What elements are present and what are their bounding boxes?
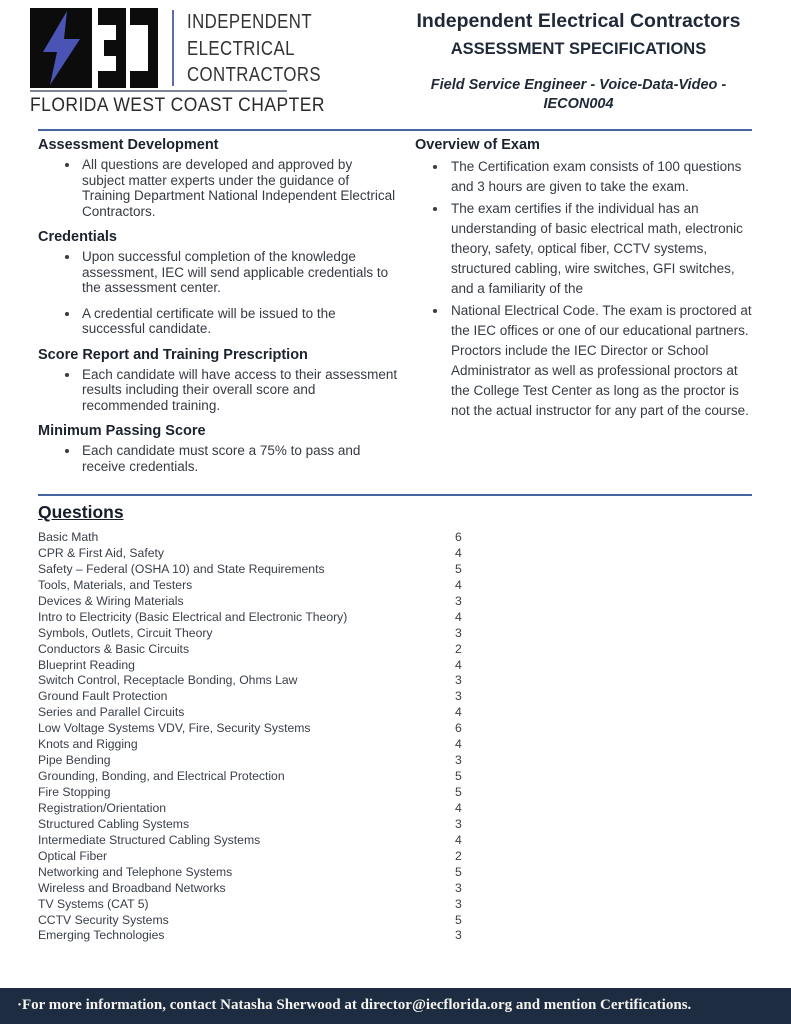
question-row	[38, 530, 757, 546]
org-name-line: CONTRACTORS	[187, 64, 322, 86]
left-column	[38, 137, 398, 484]
question-count: 4	[455, 737, 462, 752]
question-count: 6	[455, 721, 462, 736]
question-count: 4	[455, 577, 462, 592]
question-count: 4	[455, 657, 462, 672]
question-row	[38, 817, 757, 833]
question-row	[38, 833, 757, 849]
question-count: 4	[455, 832, 462, 847]
question-row	[38, 546, 757, 562]
org-name-line: INDEPENDENT	[187, 11, 313, 33]
question-topic: Networking and Telephone Systems	[38, 864, 233, 879]
question-row	[38, 769, 757, 785]
question-count: 3	[455, 928, 462, 943]
header-rule	[38, 129, 752, 131]
question-row	[38, 849, 757, 865]
question-row	[38, 610, 757, 626]
question-count: 3	[455, 689, 462, 704]
bullet-icon	[65, 255, 69, 259]
question-count: 5	[455, 561, 462, 576]
bullet-text: Each candidate must score a 75% to pass and receive credentials.	[82, 443, 361, 474]
questions-table	[38, 530, 757, 944]
question-row	[38, 721, 757, 737]
bullet-icon	[433, 309, 437, 313]
bullet-text: Each candidate will have access to their assessment results including their overall score and recommended training.	[82, 366, 398, 413]
bullet-icon	[65, 312, 69, 316]
chapter-divider	[30, 90, 287, 92]
question-row	[38, 594, 757, 610]
bullet-list	[38, 443, 398, 474]
question-count: 4	[455, 705, 462, 720]
bullet-item	[38, 443, 398, 474]
question-topic: Optical Fiber	[38, 848, 108, 863]
bullet-text: All questions are developed and approved by subject matter experts under the guidance of Training Department National Independent Electrical Contractors.	[82, 157, 396, 219]
bullet-text: A credential certificate will be issued to the successful candidate.	[82, 305, 336, 336]
bullet-text: National Electrical Code. The exam is proctored at the IEC offices or one of our educational partners. Proctors include the IEC Director or School Administrator as well as professional proctors at the College Test Center as long as the proctor is not the actual instructor for any part of the course.	[451, 303, 752, 418]
question-row	[38, 658, 757, 674]
iec-logo-mark	[30, 8, 158, 88]
bullet-text: The Certification exam consists of 100 questions and 3 hours are given to take the exam.	[451, 159, 742, 194]
bullet-icon	[433, 207, 437, 211]
question-count: 2	[455, 848, 462, 863]
section-heading: Credentials	[38, 229, 117, 245]
question-topic: Basic Math	[38, 530, 99, 544]
footer-bar	[0, 988, 791, 1024]
bullet-list	[415, 157, 757, 421]
question-topic: Devices & Wiring Materials	[38, 593, 184, 608]
question-topic: Series and Parallel Circuits	[38, 705, 185, 720]
questions-heading: Questions	[38, 502, 124, 522]
question-row	[38, 897, 757, 913]
question-row	[38, 562, 757, 578]
bullet-item	[38, 157, 398, 219]
question-count: 3	[455, 673, 462, 688]
question-count: 5	[455, 785, 462, 799]
question-topic: Intermediate Structured Cabling Systems	[38, 832, 261, 847]
bullet-text: Upon successful completion of the knowledge assessment, IEC will send applicable credentials to the assessment center.	[82, 249, 389, 295]
question-count: 3	[455, 593, 462, 608]
question-topic: Fire Stopping	[38, 785, 111, 799]
question-row	[38, 737, 757, 753]
question-row	[38, 689, 757, 705]
right-column	[415, 137, 757, 484]
question-count: 5	[455, 912, 462, 927]
question-count: 3	[455, 625, 462, 640]
doc-title: Independent Electrical Contractors	[416, 10, 741, 32]
iec-logo	[30, 8, 347, 89]
question-row	[38, 642, 757, 658]
question-count: 4	[455, 800, 462, 815]
section-heading: Minimum Passing Score	[38, 423, 206, 439]
section-rule	[38, 494, 752, 496]
question-topic: Blueprint Reading	[38, 657, 135, 672]
question-count: 5	[455, 864, 462, 879]
title-block	[391, 10, 766, 114]
bullet-icon	[65, 449, 69, 453]
question-count: 3	[455, 896, 462, 911]
question-topic: Conductors & Basic Circuits	[38, 641, 190, 656]
org-name	[187, 8, 321, 89]
question-topic: Registration/Orientation	[38, 800, 167, 815]
question-count: 4	[455, 609, 462, 624]
question-topic: Wireless and Broadband Networks	[38, 880, 226, 895]
question-row	[38, 913, 757, 929]
section-heading: Overview of Exam	[415, 137, 540, 153]
question-row	[38, 626, 757, 642]
footer-text: ·For more information, contact Natasha Sherwood at director@iecflorida.org and mention Certifications.	[17, 997, 692, 1013]
question-topic: Ground Fault Protection	[38, 689, 168, 704]
org-name-line: ELECTRICAL	[187, 37, 295, 60]
question-topic: CPR & First Aid, Safety	[38, 545, 164, 560]
bullet-item	[415, 301, 757, 421]
question-count: 3	[455, 880, 462, 895]
question-topic: Safety – Federal (OSHA 10) and State Requirements	[38, 561, 325, 576]
question-row	[38, 753, 757, 769]
bullet-list	[38, 367, 398, 414]
section-heading: Score Report and Training Prescription	[38, 346, 308, 363]
bullet-icon	[65, 163, 69, 167]
program-title: Field Service Engineer - Voice-Data-Video - IECON004	[430, 77, 727, 112]
question-row	[38, 705, 757, 721]
question-topic: Emerging Technologies	[38, 928, 165, 943]
question-topic: Low Voltage Systems VDV, Fire, Security Systems	[38, 721, 311, 736]
question-topic: TV Systems (CAT 5)	[38, 896, 149, 911]
question-row	[38, 865, 757, 881]
question-topic: CCTV Security Systems	[38, 912, 169, 927]
bullet-item	[38, 367, 398, 414]
question-topic: Structured Cabling Systems	[38, 816, 190, 831]
question-row	[38, 673, 757, 689]
logo-separator	[172, 10, 174, 86]
question-count: 3	[455, 753, 462, 768]
question-count: 2	[455, 641, 462, 656]
bullet-list	[38, 249, 398, 337]
bullet-icon	[65, 373, 69, 377]
body-columns	[38, 137, 757, 484]
question-count: 3	[455, 816, 462, 831]
question-row	[38, 578, 757, 594]
question-topic: Pipe Bending	[38, 753, 111, 768]
question-topic: Grounding, Bonding, and Electrical Protection	[38, 769, 285, 784]
question-count: 6	[455, 530, 462, 544]
question-topic: Symbols, Outlets, Circuit Theory	[38, 625, 213, 640]
question-topic: Switch Control, Receptacle Bonding, Ohms Law	[38, 673, 298, 688]
bullet-list	[38, 157, 398, 219]
section-heading: Assessment Development	[38, 137, 219, 153]
doc-subtitle: ASSESSMENT SPECIFICATIONS	[450, 40, 707, 58]
bullet-icon	[433, 165, 437, 169]
bullet-text: The exam certifies if the individual has an understanding of basic electrical math, electronic theory, safety, optical fiber, CCTV systems, structured cabling, wire switches, GFI switches, and a familiarity of the	[451, 201, 743, 296]
bullet-item	[38, 306, 398, 337]
question-count: 5	[455, 769, 462, 784]
question-row	[38, 928, 757, 944]
question-topic: Knots and Rigging	[38, 737, 138, 752]
bullet-item	[38, 249, 398, 296]
question-topic: Intro to Electricity (Basic Electrical and Electronic Theory)	[38, 609, 348, 624]
question-row	[38, 881, 757, 897]
question-topic: Tools, Materials, and Testers	[38, 577, 193, 592]
bullet-item	[415, 157, 757, 197]
question-row	[38, 801, 757, 817]
bullet-item	[415, 199, 757, 299]
question-row	[38, 785, 757, 801]
question-count: 4	[455, 545, 462, 560]
chapter-name: FLORIDA WEST COAST CHAPTER	[30, 95, 325, 116]
